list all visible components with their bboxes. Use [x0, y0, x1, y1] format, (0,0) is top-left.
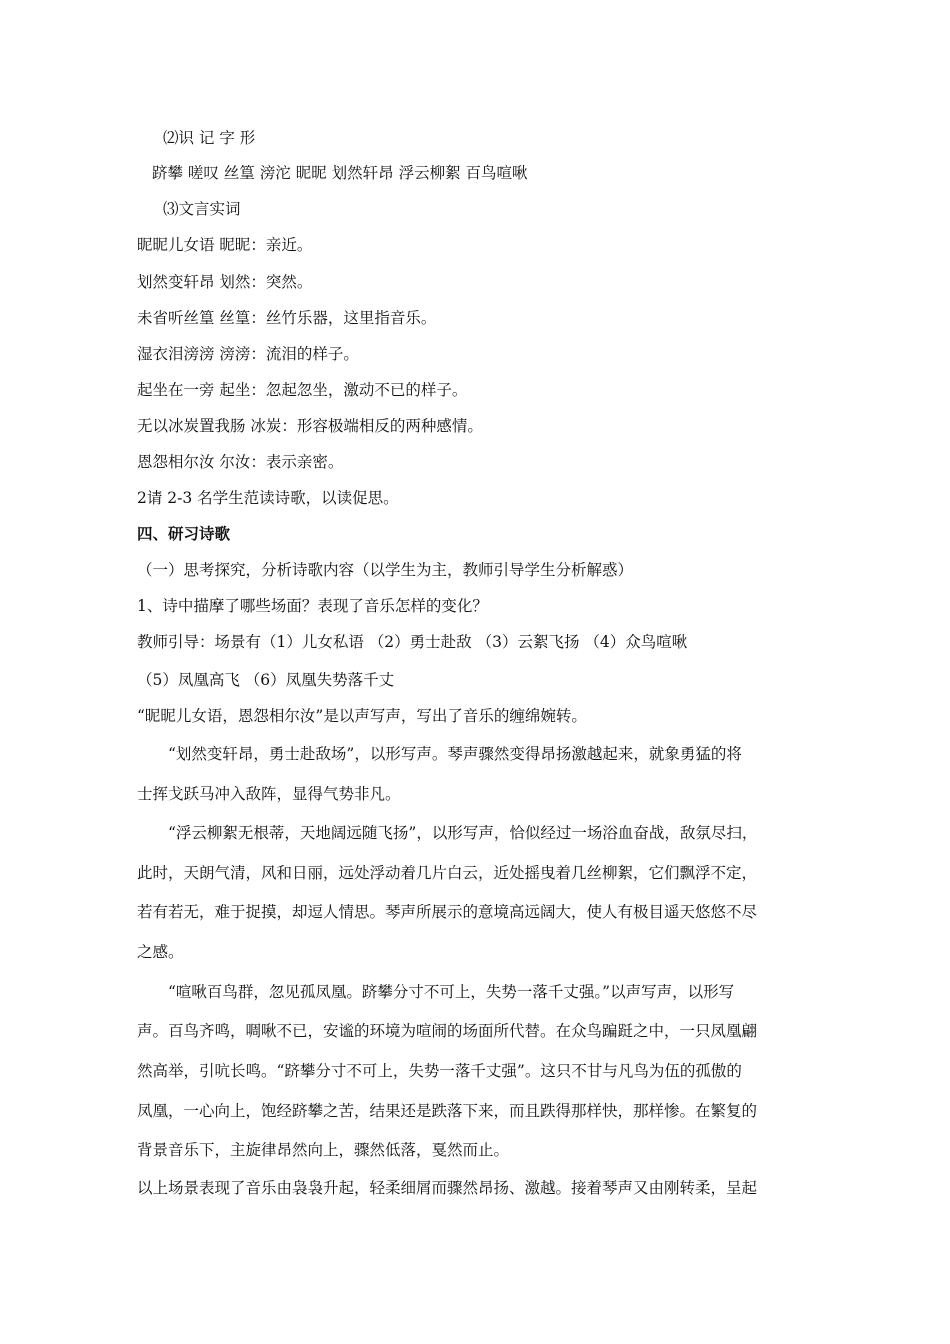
vocab-item: 恩怨相尔汝 尔汝：表示亲密。: [137, 453, 344, 471]
paragraph-line: 之感。: [137, 943, 184, 961]
section3-heading: ⑶文言实词: [163, 200, 241, 218]
teacher-guide-line: （5）凤凰高飞 （6）凤凰失势落千丈: [137, 671, 395, 689]
part4-heading: 四、研习诗歌: [137, 524, 231, 543]
section2-characters: 跻攀 嗟叹 丝篁 滂沱 昵昵 划然轩昂 浮云柳絮 百鸟喧啾: [152, 164, 528, 182]
section2-heading: ⑵识 记 字 形: [163, 129, 256, 147]
vocab-item: 湿衣泪滂滂 滂滂：流泪的样子。: [137, 345, 359, 363]
vocab-item: 划然变轩昂 划然：突然。: [137, 273, 313, 291]
paragraph-line: 然高举，引吭长鸣。“跻攀分寸不可上，失势一落千丈强”。这只不甘与凡鸟为伍的孤傲的: [137, 1062, 742, 1080]
paragraph-line: 以上场景表现了音乐由袅袅升起，轻柔细屑而骤然昂扬、激越。接着琴声又由刚转柔，呈起: [137, 1179, 758, 1197]
vocab-item: 昵昵儿女语 昵昵：亲近。: [137, 236, 313, 254]
paragraph-line: “划然变轩昂，勇士赴敌场”，以形写声。琴声骤然变得昂扬激越起来，就象勇猛的将: [168, 745, 742, 763]
paragraph-line: “昵昵儿女语，恩怨相尔汝”是以声写声，写出了音乐的缠绵婉转。: [137, 707, 587, 725]
vocab-item: 未省听丝篁 丝篁：丝竹乐器，这里指音乐。: [137, 309, 437, 327]
part4-subheading: （一）思考探究，分析诗歌内容（以学生为主，教师引导学生分析解惑）: [137, 561, 634, 579]
question-1: 1、诗中描摩了哪些场面？表现了音乐怎样的变化？: [137, 597, 488, 615]
teacher-guide-line: 教师引导：场景有（1）儿女私语 （2）勇士赴敌 （3）云絮飞扬 （4）众鸟喧啾: [137, 633, 688, 651]
reading-task: 2请 2-3 名学生范读诗歌，以读促思。: [137, 489, 399, 507]
vocab-item: 起坐在一旁 起坐：忽起忽坐，激动不已的样子。: [137, 381, 468, 399]
paragraph-line: “喧啾百鸟群，忽见孤凤凰。跻攀分寸不可上，失势一落千丈强。”以声写声，以形写: [168, 983, 735, 1001]
paragraph-line: 背景音乐下，主旋律昂然向上，骤然低落，戛然而止。: [137, 1141, 510, 1159]
vocab-item: 无以冰炭置我肠 冰炭：形容极端相反的两种感情。: [137, 417, 483, 435]
paragraph-line: 此时，天朗气清，风和日丽，远处浮动着几片白云，近处摇曳着几丝柳絮，它们飘浮不定，: [137, 864, 758, 882]
paragraph-line: 若有若无，难于捉摸，却逗人情思。琴声所展示的意境高远阔大，使人有极目遥天悠悠不尽: [137, 903, 758, 921]
paragraph-line: 士挥戈跃马冲入敌阵，显得气势非凡。: [137, 785, 401, 803]
paragraph-line: 凤凰，一心向上，饱经跻攀之苦，结果还是跌落下来，而且跌得那样快，那样惨。在繁复的: [137, 1102, 758, 1120]
paragraph-line: “浮云柳絮无根蒂，天地阔远随飞扬”，以形写声，恰似经过一场浴血奋战，敌氛尽扫，: [168, 824, 758, 842]
paragraph-line: 声。百鸟齐鸣，啁啾不已，安谧的环境为喧闹的场面所代替。在众鸟蹁跹之中，一只凤凰翩: [137, 1022, 758, 1040]
